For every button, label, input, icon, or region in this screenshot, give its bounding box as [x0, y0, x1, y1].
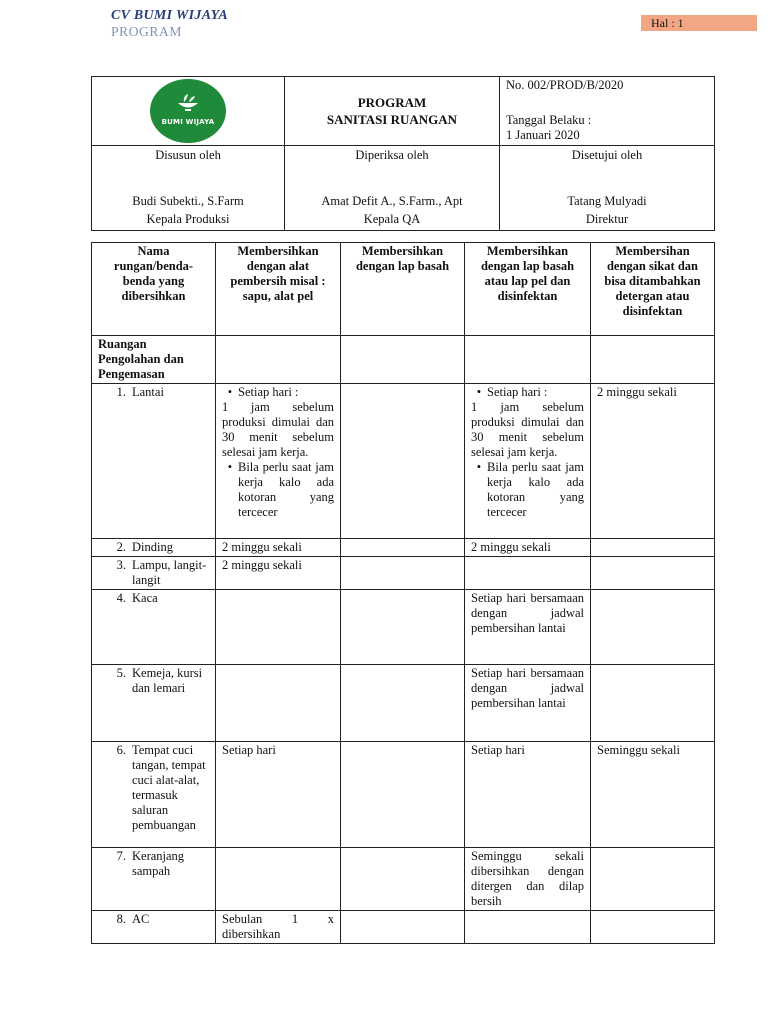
approved-label: Disetujui oleh: [571, 148, 643, 162]
schedule-cell: Seminggu sekali: [591, 742, 715, 848]
document-number: No. 002/PROD/B/2020: [506, 78, 624, 92]
header-brush-detergent: Membersihan dengan sikat dan bisa ditambahkan detergan atau disinfektan: [591, 243, 715, 336]
company-name: CV BUMI WIJAYA: [111, 8, 229, 23]
schedule-cell: Seminggu sekali dibersihkan dengan ditergen dan dilap bersih: [465, 848, 591, 911]
table-row: 8. AC Sebulan 1 x dibersihkan: [92, 911, 715, 944]
approved-name: Tatang Mulyadi: [567, 194, 647, 208]
table-row: 7. Keranjang sampah Seminggu sekali dibersihkan dengan ditergen dan dilap bersih: [92, 848, 715, 911]
effective-date-label: Tanggal Belaku :: [506, 113, 592, 127]
table-row: 6. Tempat cuci tangan, tempat cuci alat-alat, termasuk saluran pembuangan Setiap hari Setiap hari Seminggu sekali: [92, 742, 715, 848]
schedule-cell: Setiap hari: [465, 742, 591, 848]
effective-date: 1 Januari 2020: [506, 128, 580, 142]
sanitation-schedule-table: [91, 242, 715, 944]
bullet-icon: •: [476, 460, 482, 474]
header-disinfectant: Membersihkan dengan lap basah atau lap pel dan disinfektan: [465, 243, 591, 336]
schedule-cell: • Setiap hari : 1 jam sebelum produksi dimulai dan 30 menit sebelum selesai jam kerja. • Bila perlu saat jam kerja kalo ada kotoran yang tercecer: [216, 384, 341, 539]
logo-cell: [92, 77, 285, 146]
title-line-2: SANITASI RUANGAN: [326, 112, 458, 127]
section-label: Ruangan Pengolahan dan Pengemasan: [92, 336, 216, 384]
checked-name: Amat Defit A., S.Farm., Apt: [321, 194, 463, 208]
bullet-icon: •: [227, 385, 233, 399]
checked-role: Kepala QA: [363, 212, 421, 226]
document-header-table: [91, 76, 715, 231]
row-name: Keranjang sampah: [132, 849, 185, 878]
schedule-cell: Sebulan 1 x dibersihkan: [216, 911, 341, 944]
schedule-cell: 2 minggu sekali: [216, 539, 341, 557]
row-name: Tempat cuci tangan, tempat cuci alat-alat, termasuk saluran pembuangan: [132, 743, 206, 832]
table-row: 3. Lampu, langit-langit 2 minggu sekali: [92, 557, 715, 590]
title-line-1: PROGRAM: [357, 95, 427, 110]
prepared-label: Disusun oleh: [155, 148, 221, 162]
checked-label: Diperiksa oleh: [355, 148, 429, 162]
row-name: Kaca: [132, 591, 158, 605]
row-name: Kemeja, kursi dan lemari: [132, 666, 203, 695]
schedule-cell: 2 minggu sekali: [216, 557, 341, 590]
approved-role: Direktur: [585, 212, 629, 226]
prepared-role: Kepala Produksi: [146, 212, 230, 226]
logo-text: BUMI WIJAYA: [161, 117, 215, 126]
table-row: 4. Kaca Setiap hari bersamaan dengan jadwal pembersihan lantai: [92, 590, 715, 665]
schedule-cell: Setiap hari bersamaan dengan jadwal pembersihan lantai: [465, 590, 591, 665]
schedule-cell: • Setiap hari : 1 jam sebelum produksi dimulai dan 30 menit sebelum selesai jam kerja. • Bila perlu saat jam kerja kalo ada kotoran yang tercecer: [465, 384, 591, 539]
approved-by: [500, 146, 715, 231]
row-number: 1.: [116, 385, 126, 399]
header-tool-cleaning: Membersihkan dengan alat pembersih misal : sapu, alat pel: [216, 243, 341, 336]
prepared-name: Budi Subekti., S.Farm: [132, 194, 244, 208]
row-name: Dinding: [132, 540, 173, 554]
company-logo: [150, 79, 226, 143]
header-program-label: PROGRAM: [111, 24, 182, 39]
header-wet-cloth: Membersihkan dengan lap basah: [341, 243, 465, 336]
table-row: [92, 384, 715, 539]
document-title: [285, 77, 500, 146]
schedule-cell: 2 minggu sekali: [591, 384, 715, 539]
bullet-icon: •: [476, 385, 482, 399]
table-row: 2. Dinding 2 minggu sekali 2 minggu sekali: [92, 539, 715, 557]
leaf-mortar-icon: [175, 93, 201, 113]
bullet-icon: •: [227, 460, 233, 474]
page-number-badge: Hal : 1: [641, 15, 757, 31]
row-name: Lantai: [132, 385, 164, 399]
header-object: Nama rungan/benda-benda yang dibersihkan: [92, 243, 216, 336]
row-name: AC: [132, 912, 150, 926]
checked-by: [285, 146, 500, 231]
row-name: Lampu, langit-langit: [132, 558, 207, 587]
schedule-cell: Setiap hari: [216, 742, 341, 848]
schedule-cell: Setiap hari bersamaan dengan jadwal pembersihan lantai: [465, 665, 591, 742]
schedule-cell: 2 minggu sekali: [465, 539, 591, 557]
prepared-by: [92, 146, 285, 231]
table-row: 5. Kemeja, kursi dan lemari Setiap hari bersamaan dengan jadwal pembersihan lantai: [92, 665, 715, 742]
document-info: [500, 77, 715, 146]
